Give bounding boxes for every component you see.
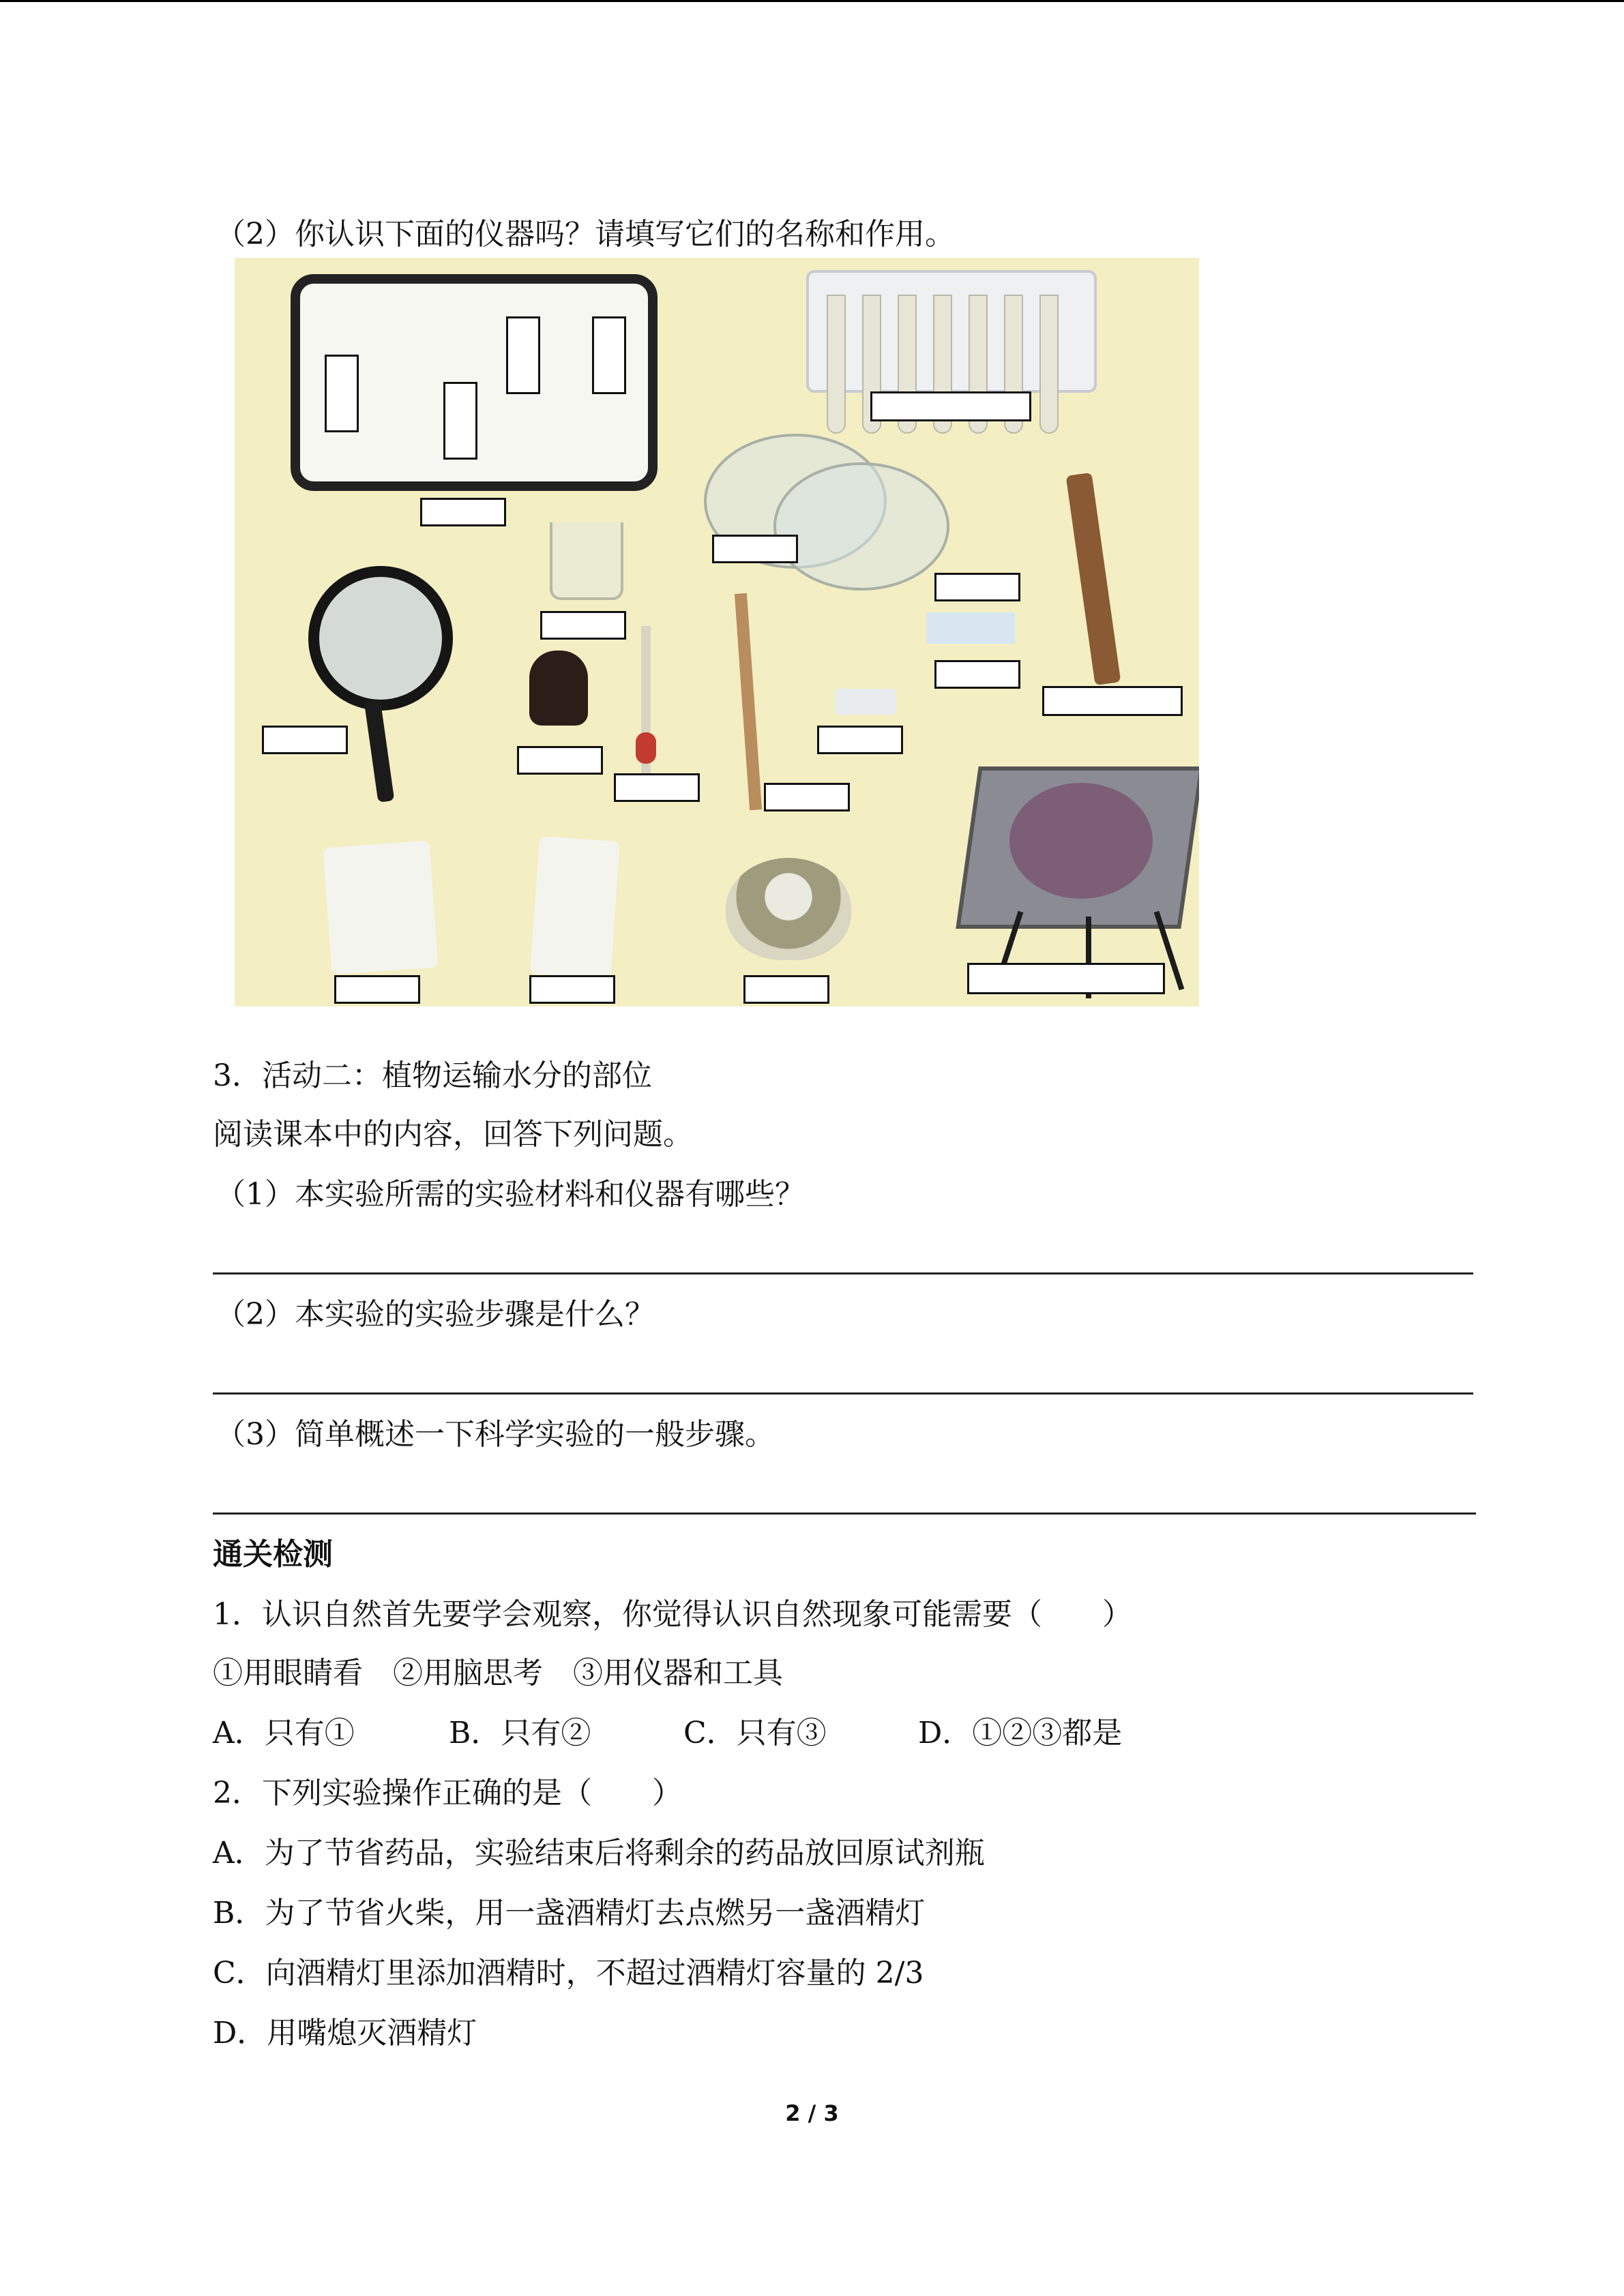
q2-option-c[interactable]: C．向酒精灯里添加酒精时，不超过酒精灯容量的 2/3	[213, 1956, 924, 1991]
label-box-bottle[interactable]	[517, 746, 603, 775]
petri-dish-lid	[773, 462, 949, 591]
label-box-mesh[interactable]	[967, 963, 1165, 994]
label-box-cover[interactable]	[934, 660, 1020, 689]
gauze-pad	[530, 836, 620, 979]
small-beaker	[550, 522, 623, 600]
gauze-pad	[323, 841, 439, 974]
dropper-bulb	[636, 732, 656, 764]
magnifier-handle	[364, 699, 395, 803]
label-box-gauze-1[interactable]	[334, 975, 420, 1004]
activity2-question-2: （2）本实验的实验步骤是什么？	[216, 1297, 655, 1332]
dropper-tube	[641, 626, 651, 796]
q1-option-d[interactable]: D．①②③都是	[918, 1716, 1123, 1750]
test-question-1-conditions: ①用眼睛看 ②用脑思考 ③用仪器和工具	[213, 1656, 783, 1690]
asbestos-mesh-center	[1009, 783, 1153, 899]
test-question-1: 1．认识自然首先要学会观察，你觉得认识自然现象可能需要（ ）	[213, 1597, 1132, 1632]
test-question-2: 2．下列实验操作正确的是（ ）	[213, 1776, 682, 1810]
label-box-tool-3[interactable]	[506, 316, 540, 394]
glass-slide	[926, 612, 1015, 644]
label-box-gauze-2[interactable]	[529, 975, 615, 1004]
label-box-tool-2[interactable]	[443, 382, 477, 460]
label-box-magnifier[interactable]	[262, 726, 348, 754]
label-box-coverslip[interactable]	[817, 726, 903, 754]
cover-slip	[835, 689, 896, 715]
page-top-border	[0, 0, 1624, 2]
q2-option-d[interactable]: D．用嘴熄灭酒精灯	[213, 2016, 477, 2051]
test-tube	[827, 295, 846, 434]
q1-option-b[interactable]: B．只有②	[449, 1716, 591, 1750]
q1-option-a[interactable]: A．只有①	[213, 1716, 355, 1750]
activity2-instruction: 阅读课本中的内容，回答下列问题。	[213, 1117, 693, 1152]
test-tube-clamp	[1066, 473, 1121, 685]
label-box-tray[interactable]	[420, 498, 506, 526]
answer-line-3[interactable]	[213, 1512, 1476, 1515]
label-box-needle[interactable]	[764, 783, 850, 811]
activity2-question-1: （1）本实验所需的实验材料和仪器有哪些？	[216, 1177, 805, 1212]
label-box-rack[interactable]	[870, 391, 1031, 421]
activity2-question-3: （3）简单概述一下科学实验的一般步骤。	[216, 1417, 775, 1452]
test-heading: 通关检测	[213, 1537, 333, 1572]
answer-line-2[interactable]	[213, 1392, 1473, 1395]
dissecting-needle	[735, 593, 762, 810]
q2-option-b[interactable]: B．为了节省火柴，用一盏酒精灯去点燃另一盏酒精灯	[213, 1896, 926, 1930]
label-box-tool-1[interactable]	[325, 355, 359, 432]
dropper-bottle	[529, 651, 588, 726]
q2-option-a[interactable]: A．为了节省药品，实验结束后将剩余的药品放回原试剂瓶	[213, 1836, 985, 1870]
label-box-slide[interactable]	[934, 573, 1020, 601]
alcohol-lamp	[726, 858, 851, 960]
label-box-lamp[interactable]	[743, 975, 829, 1004]
instrument-question: （2）你认识下面的仪器吗？请填写它们的名称和作用。	[216, 217, 955, 252]
test-tube	[1039, 295, 1059, 434]
activity2-title: 3．活动二：植物运输水分的部位	[213, 1058, 652, 1093]
label-box-petri[interactable]	[712, 535, 798, 563]
magnifier-lens	[308, 566, 453, 711]
label-box-dropper[interactable]	[614, 773, 700, 802]
label-box-tool-4[interactable]	[592, 316, 626, 394]
page-number: 2 / 3	[785, 2100, 839, 2126]
answer-line-1[interactable]	[213, 1272, 1473, 1274]
label-box-clamp[interactable]	[1042, 686, 1183, 716]
apparatus-photo	[235, 258, 1199, 1007]
label-box-beaker[interactable]	[540, 611, 626, 640]
q1-option-c[interactable]: C．只有③	[683, 1716, 827, 1750]
